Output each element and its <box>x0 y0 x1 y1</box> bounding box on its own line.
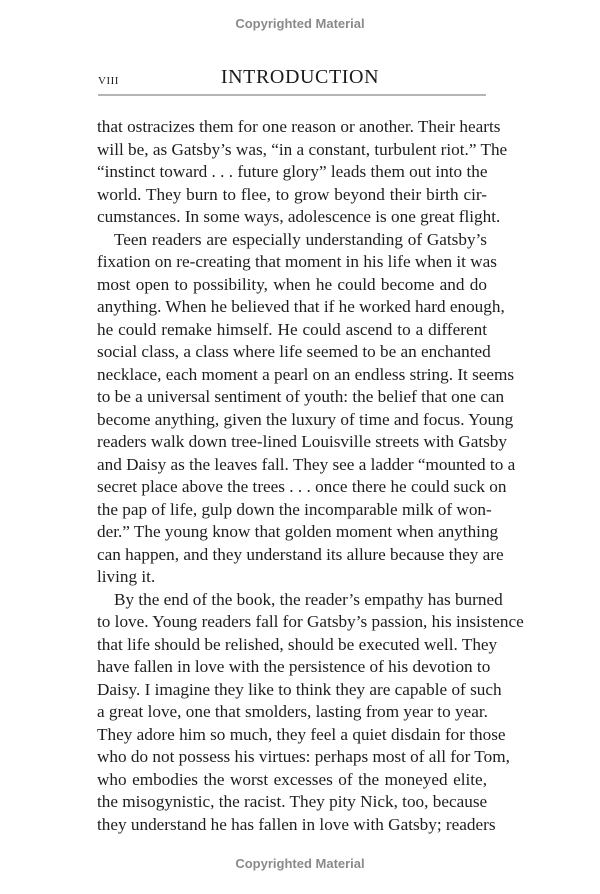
text-line: fixation on re-creating that moment in his life when it was <box>97 252 497 271</box>
text-line: most open to possibility, when he could become and do <box>97 274 487 294</box>
text-line: By the end of the book, the reader’s empathy has burned <box>114 589 503 609</box>
paragraph <box>97 589 524 837</box>
text-line: the misogynistic, the racist. They pity Nick, too, because <box>97 792 488 811</box>
text-line: become anything, given the luxury of time and focus. Young <box>97 409 514 429</box>
text-line: to be a universal sentiment of youth: the belief that one can <box>97 387 505 406</box>
page-number: viii <box>98 72 119 88</box>
text-line: that ostracizes them for one reason or another. Their hearts <box>97 117 501 136</box>
text-line: that life should be relished, should be executed well. They <box>97 634 498 654</box>
text-line: They adore him so much, they feel a quiet disdain for those <box>97 724 506 744</box>
text-line: will be, as Gatsby’s was, “in a constant, turbulent riot.” The <box>97 139 508 159</box>
text-line: “instinct toward . . . future glory” leads them out into the <box>97 162 488 181</box>
text-line: der.” The young know that golden moment when anything <box>97 522 499 541</box>
header-rule <box>98 94 486 96</box>
text-line: world. They burn to flee, to grow beyond their birth cir- <box>97 184 487 204</box>
text-line: and Daisy as the leaves fall. They see a ladder “mounted to a <box>97 454 516 474</box>
text-line: have fallen in love with the persistence of his devotion to <box>97 657 491 676</box>
text-line: a great love, one that smolders, lasting from year to year. <box>97 702 488 721</box>
text-line: Teen readers are especially understanding of Gatsby’s <box>114 229 487 249</box>
text-line: necklace, each moment a pearl on an endless string. It seems <box>97 364 515 384</box>
copyright-watermark-top: Copyrighted Material <box>235 16 365 31</box>
text-line: who embodies the worst excesses of the moneyed elite, <box>97 769 487 789</box>
text-line: they understand he has fallen in love with Gatsby; readers <box>97 814 496 834</box>
body-text <box>97 116 524 836</box>
text-line: who do not possess his virtues: perhaps most of all for Tom, <box>97 747 510 766</box>
copyright-watermark-bottom: Copyrighted Material <box>235 856 365 871</box>
text-line: social class, a class where life seemed to be an enchanted <box>97 342 491 361</box>
text-line: anything. When he believed that if he worked hard enough, <box>97 297 505 316</box>
text-line: readers walk down tree-lined Louisville streets with Gatsby <box>97 432 507 451</box>
text-line: the pap of life, gulp down the incomparable milk of won- <box>97 499 492 519</box>
text-line: to love. Young readers fall for Gatsby’s passion, his insistence <box>97 612 524 631</box>
text-line: Daisy. I imagine they like to think they are capable of such <box>97 679 502 699</box>
paragraph <box>97 116 508 229</box>
paragraph <box>97 229 516 589</box>
running-head: INTRODUCTION <box>220 66 380 88</box>
text-line: living it. <box>97 567 156 586</box>
text-line: cumstances. In some ways, adolescence is one great flight. <box>97 207 501 226</box>
text-line: can happen, and they understand its allure because they are <box>97 544 504 564</box>
text-line: he could remake himself. He could ascend to a different <box>97 319 487 339</box>
text-line: secret place above the trees . . . once there he could suck on <box>97 477 507 496</box>
